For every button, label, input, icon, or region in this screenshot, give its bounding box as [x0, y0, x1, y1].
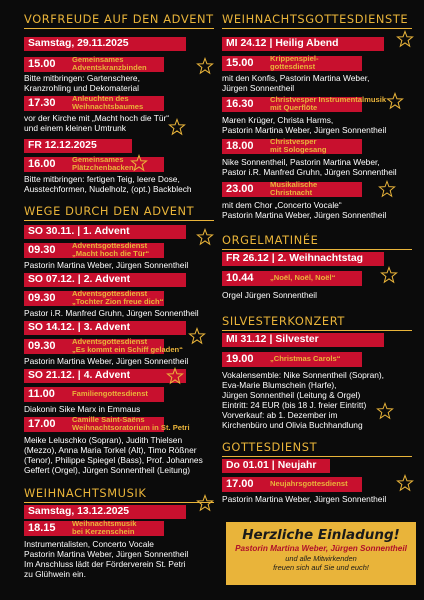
section-title-service: GOTTESDIENST: [222, 440, 412, 457]
invitation-subline: und alle Mitwirkenden freuen sich auf Sie und euch!: [273, 554, 369, 572]
event-description: Maren Krüger, Christa Harms, Pastorin Martina Weber, Jürgen Sonnentheil: [222, 115, 387, 135]
event-time-bar: [24, 415, 190, 432]
section-title-advent-ways: WEGE DURCH DEN ADVENT: [24, 204, 214, 221]
star-outline-icon: [166, 367, 184, 385]
star-outline-icon: [386, 92, 404, 110]
date-bar: SO 07.12. | 2. Advent: [24, 273, 186, 287]
event-title: Krippenspiel- gottesdienst: [270, 54, 319, 71]
event-time: 17.00: [28, 418, 56, 430]
event-time: 18.00: [226, 140, 254, 152]
event-title: Camille Saint-Saëns Weihnachtsoratorium in St. Petri: [72, 415, 190, 432]
event-description: Diakonin Sike Marx in Emmaus: [24, 404, 141, 414]
event-title: „Christmas Carols“: [270, 354, 341, 363]
event-time-bar: [222, 477, 362, 492]
event-description: mit dem Chor „Concerto Vocale“ Pastorin Martina Weber, Jürgen Sonnentheil: [222, 200, 387, 220]
invitation-box: [226, 522, 416, 585]
event-description: Orgel Jürgen Sonnentheil: [222, 290, 317, 300]
date-bar: SO 14.12. | 3. Advent: [24, 321, 186, 335]
event-title: „Noël, Noël, Noël“: [270, 273, 336, 282]
event-title: Gemeinsames Plätzchenbacken: [72, 155, 134, 172]
event-time-bar: [222, 271, 362, 286]
event-time: 18.15: [28, 522, 56, 534]
event-time-bar: [24, 96, 164, 111]
date-bar: SO 30.11. | 1. Advent: [24, 225, 186, 239]
event-time-bar: [222, 182, 362, 197]
section-title-music: WEIHNACHTSMUSIK: [24, 486, 214, 503]
section-title-advent-prep: VORFREUDE AUF DEN ADVENT: [24, 12, 214, 29]
star-outline-icon: [376, 402, 394, 420]
star-outline-icon: [196, 57, 214, 75]
event-description: Bitte mitbringen: Gartenschere, Kranzrohling und Dekomaterial: [24, 73, 140, 93]
event-title: Adventsgottesdienst „Tochter Zion freue dich“: [72, 289, 164, 306]
star-outline-icon: [378, 180, 396, 198]
event-time-bar: [222, 139, 362, 154]
event-time-bar: [222, 95, 387, 112]
event-time-bar: [24, 337, 183, 354]
event-title: Christvesper mit Sologesang: [270, 137, 327, 154]
event-time: 09.30: [28, 292, 56, 304]
event-description: Meike Leluschko (Sopran), Judith Thielsen (Mezzo), Anna Maria Torkel (Alt), Timo Rößner (Tenor), Philippe Spiegel (Bass), Prof. Johannes Geffert (Orgel), Jürgen Sonnentheil (Leitung): [24, 435, 203, 475]
section-title-silvester: SILVESTERKONZERT: [222, 314, 412, 331]
star-outline-icon: [188, 327, 206, 345]
date-bar: Samstag, 29.11.2025: [24, 37, 186, 51]
event-time-bar: [222, 56, 362, 71]
event-description: Pastor i.R. Manfred Gruhn, Jürgen Sonnentheil: [24, 308, 199, 318]
event-title: Christvesper Instrumentalmusik mit Querflöte: [270, 95, 387, 112]
event-time: 19.00: [226, 353, 254, 365]
star-outline-icon: [196, 494, 214, 512]
event-description: vor der Kirche mit „Macht hoch die Tür“ und einem kleinen Umtrunk: [24, 113, 170, 133]
event-time: 17.00: [226, 478, 254, 490]
event-time-bar: [24, 521, 164, 536]
event-time: 23.00: [226, 183, 254, 195]
event-title: Adventsgottesdienst „Macht hoch die Tür“: [72, 241, 150, 258]
event-title: Musikalische Christnacht: [270, 180, 318, 197]
event-time: 15.00: [28, 58, 56, 70]
event-title: Familiengottesdienst: [72, 389, 148, 398]
event-time-bar: [24, 57, 164, 72]
event-description: Vokalensemble: Nike Sonnentheil (Sopran), Eva-Marie Blumschein (Harfe), Jürgen Sonnentheil (Leitung & Orgel) Eintritt: 24 EUR (bis 18 J. freier Eintritt) Vorverkauf: ab 1. Dezember im Kirchenbüro und Olivia Buchhandlung: [222, 370, 385, 430]
event-time: 09.30: [28, 244, 56, 256]
event-title: Anleuchten des Weihnachtsbaumes: [72, 94, 144, 111]
event-title: Adventsgottesdienst „Es kommt ein Schiff geladen“: [72, 337, 183, 354]
star-outline-icon: [130, 154, 148, 172]
event-time: 10.44: [226, 272, 254, 284]
invitation-names: Pastorin Martina Weber, Jürgen Sonnentheil: [235, 544, 407, 553]
event-time-bar: [24, 243, 164, 258]
event-time-bar: [222, 352, 362, 367]
star-outline-icon: [380, 266, 398, 284]
date-bar: Do 01.01 | Neujahr: [222, 459, 330, 473]
event-description: Bitte mitbringen: fertigen Teig, leere Dose, Ausstechformen, Nudelholz, (opt.) Backblech: [24, 174, 192, 194]
event-time: 17.30: [28, 97, 56, 109]
star-outline-icon: [396, 474, 414, 492]
event-description: Pastorin Martina Weber, Jürgen Sonnentheil: [24, 356, 189, 366]
event-title: Gemeinsames Adventskranzbinden: [72, 55, 147, 72]
date-bar: Samstag, 13.12.2025: [24, 505, 186, 519]
event-title: Weihnachtsmusik bei Kerzenschein: [72, 519, 137, 536]
event-title: Neujahrsgottesdienst: [270, 479, 348, 488]
section-title-christmas: WEIHNACHTSGOTTESDIENSTE: [222, 12, 412, 29]
event-time: 09.30: [28, 340, 56, 352]
invitation-heading: Herzliche Einladung!: [242, 527, 400, 543]
date-bar: MI 31.12 | Silvester: [222, 333, 384, 347]
date-bar: SO 21.12. | 4. Advent: [24, 369, 186, 383]
event-time-bar: [24, 291, 164, 306]
star-outline-icon: [196, 228, 214, 246]
date-bar: MI 24.12 | Heilig Abend: [222, 37, 384, 51]
event-time: 16.30: [226, 98, 254, 110]
date-bar: FR 12.12.2025: [24, 139, 132, 153]
event-description: Pastorin Martina Weber, Jürgen Sonnentheil: [24, 260, 189, 270]
event-description: Instrumentalisten, Concerto Vocale Pastorin Martina Weber, Jürgen Sonnentheil Im Anschluss lädt der Förderverein St. Petri zu Glühwein ein.: [24, 539, 189, 579]
event-description: Nike Sonnentheil, Pastorin Martina Weber, Pastor i.R. Manfred Gruhn, Jürgen Sonnentheil: [222, 157, 397, 177]
date-bar: FR 26.12 | 2. Weihnachtstag: [222, 252, 384, 266]
event-time: 15.00: [226, 57, 254, 69]
star-outline-icon: [396, 30, 414, 48]
star-outline-icon: [168, 118, 186, 136]
event-time: 16.00: [28, 158, 56, 170]
event-description: mit den Konfis, Pastorin Martina Weber, Jürgen Sonnentheil: [222, 73, 370, 93]
event-time: 11.00: [28, 388, 55, 400]
event-description: Pastorin Martina Weber, Jürgen Sonnentheil: [222, 494, 387, 504]
section-title-organ: ORGELMATINÉE: [222, 233, 412, 250]
event-time-bar: [24, 387, 164, 402]
